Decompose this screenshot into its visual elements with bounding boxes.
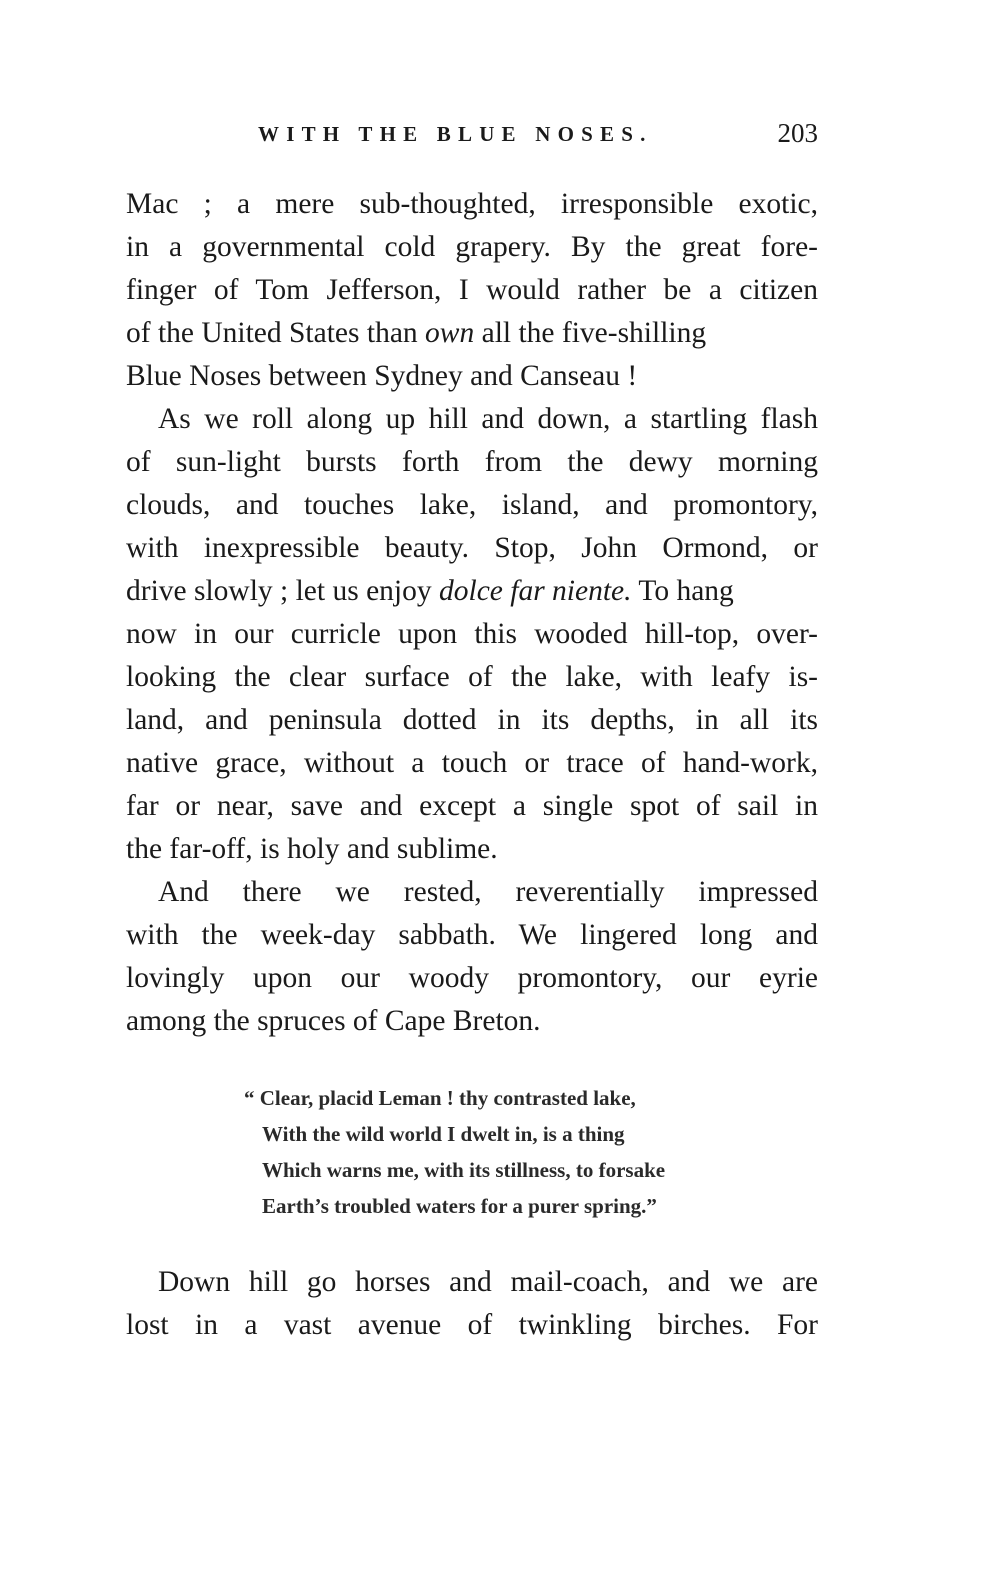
text-line: Blue Noses between Sydney and Canseau ! — [126, 360, 638, 392]
text-line: of sun-light bursts forth from the dewy morning — [126, 446, 818, 478]
verse-line: Earth’s troubled waters for a purer spring.” — [262, 1194, 657, 1218]
text-segment: To hang — [638, 575, 734, 607]
text-line: And there we rested, reverentially impressed — [158, 876, 818, 908]
text-line: with inexpressible beauty. Stop, John Ormond, or — [126, 532, 818, 564]
text-line: with the week-day sabbath. We lingered long and — [126, 919, 818, 951]
text-line: land, and peninsula dotted in its depths, in all its — [126, 704, 818, 736]
text-line — [126, 573, 818, 609]
text-line: the far-off, is holy and sublime. — [126, 833, 498, 865]
text-line: among the spruces of Cape Breton. — [126, 1005, 541, 1037]
text-line: far or near, save and except a single spot of sail in — [126, 790, 818, 822]
text-line: clouds, and touches lake, island, and promontory, — [126, 489, 818, 521]
text-line — [126, 315, 818, 351]
verse-line: “ Clear, placid Leman ! thy contrasted lake, — [244, 1086, 636, 1110]
verse-line: With the wild world I dwelt in, is a thing — [262, 1122, 625, 1146]
text-segment: all the five-shilling — [481, 317, 707, 349]
text-line: lovingly upon our woody promontory, our eyrie — [126, 962, 818, 994]
text-line: finger of Tom Jefferson, I would rather be a citizen — [126, 274, 818, 306]
italic-phrase: dolce far niente. — [439, 575, 632, 607]
running-header — [258, 118, 818, 154]
text-line: now in our curricle upon this wooded hill-top, over- — [126, 618, 818, 650]
text-line: looking the clear surface of the lake, with leafy is- — [126, 661, 818, 693]
running-title: WITH THE BLUE NOSES. — [258, 122, 653, 146]
verse-line: Which warns me, with its stillness, to forsake — [262, 1158, 666, 1182]
text-line: lost in a vast avenue of twinkling birches. For — [126, 1309, 818, 1341]
text-line: Down hill go horses and mail-coach, and we are — [158, 1266, 818, 1298]
italic-word: own — [425, 317, 475, 349]
page-number: 203 — [777, 118, 818, 148]
text-line: As we roll along up hill and down, a startling flash — [158, 403, 818, 435]
text-segment: drive slowly ; let us enjoy — [126, 575, 432, 607]
text-line: Mac ; a mere sub-thoughted, irresponsible exotic, — [126, 188, 818, 220]
text-line: in a governmental cold grapery. By the great fore- — [126, 231, 818, 263]
text-line: native grace, without a touch or trace of hand-work, — [126, 747, 818, 779]
text-segment: of the United States than — [126, 317, 418, 349]
